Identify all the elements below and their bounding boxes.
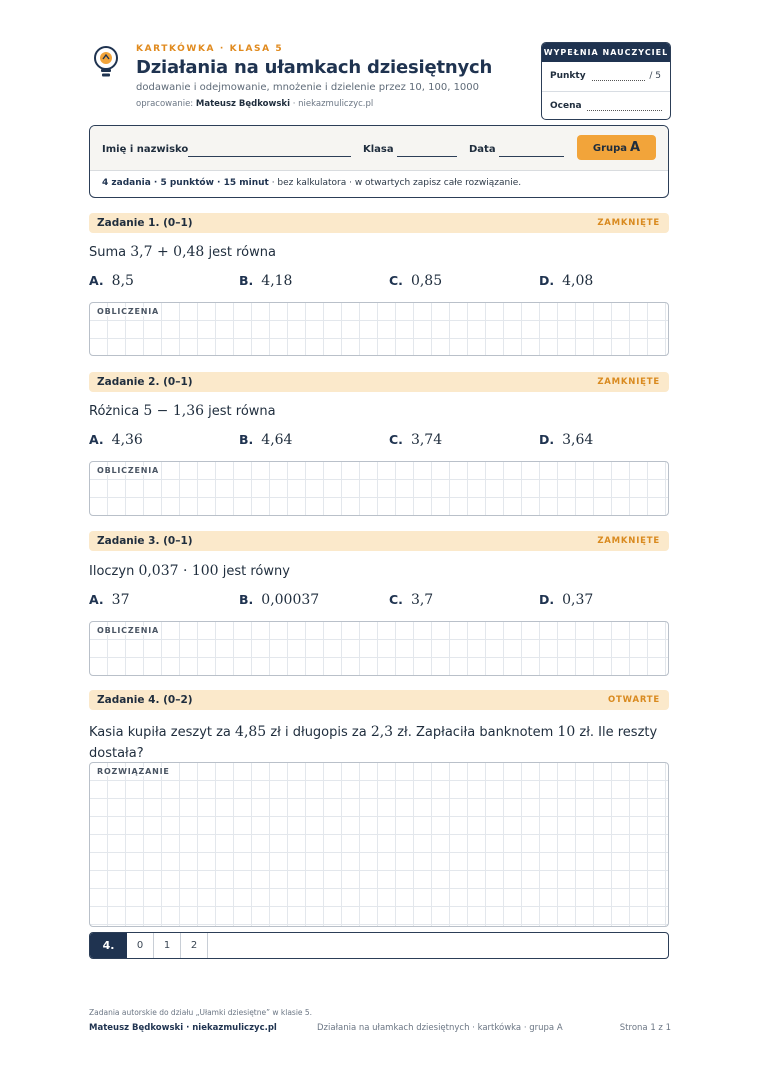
- option-value: 0,37: [562, 592, 594, 608]
- date-field[interactable]: [499, 156, 564, 157]
- task-4-question-math: 10: [557, 724, 576, 740]
- task-1-option-d[interactable]: [539, 273, 593, 289]
- task-1-question: [89, 244, 276, 260]
- group-badge: [577, 135, 656, 160]
- score-option-1[interactable]: 1: [154, 933, 181, 958]
- task-3-question: [89, 563, 290, 579]
- worksheet-kicker: KARTKÓWKA · KLASA 5: [136, 44, 284, 54]
- option-letter: B.: [239, 432, 254, 447]
- option-value: 4,36: [111, 432, 143, 448]
- option-letter: D.: [539, 592, 555, 607]
- grade-row: [542, 91, 670, 120]
- task-4-solution-area[interactable]: [89, 762, 669, 927]
- task-1-question-math: 3,7 + 0,48: [130, 244, 205, 260]
- work-area-label: OBLICZENIA: [97, 466, 159, 475]
- task-4-question-part: dostała?: [89, 746, 144, 761]
- points-label: Punkty: [550, 71, 586, 81]
- lightbulb-icon: [90, 44, 122, 80]
- task-3-question-suffix: jest równy: [218, 564, 290, 579]
- name-label: Imię i nazwisko: [102, 144, 189, 155]
- option-value: 0,85: [410, 273, 443, 289]
- option-letter: C.: [389, 273, 403, 288]
- work-area-label: OBLICZENIA: [97, 307, 159, 316]
- option-value: 4,18: [261, 273, 293, 289]
- class-label: Klasa: [363, 144, 394, 155]
- author-line: [136, 99, 373, 109]
- task-3-title: Zadanie 3. (0–1): [97, 535, 193, 547]
- task-4-header: [89, 690, 669, 710]
- task-4-question-part: zł i długopis za: [266, 725, 371, 740]
- task-2-option-d[interactable]: [539, 432, 593, 448]
- task-4-question: [89, 722, 669, 764]
- footer-description: Działania na ułamkach dziesiętnych · kartkówka · grupa A: [317, 1023, 563, 1033]
- option-value: 8,5: [111, 273, 134, 289]
- option-letter: C.: [389, 432, 403, 447]
- task-3-question-math: 0,037 · 100: [138, 563, 219, 579]
- option-letter: B.: [239, 592, 254, 607]
- task-4-tag: OTWARTE: [608, 695, 660, 705]
- teacher-box: [541, 42, 671, 120]
- points-max: / 5: [649, 71, 661, 81]
- worksheet-subtitle: dodawanie i odejmowanie, mnożenie i dzielenie przez 10, 100, 1000: [136, 82, 480, 93]
- option-value: 3,64: [562, 432, 594, 448]
- task-3-work-area[interactable]: [89, 621, 669, 676]
- grade-field[interactable]: [587, 110, 662, 111]
- task-3-option-c[interactable]: [389, 592, 433, 608]
- option-letter: B.: [239, 273, 254, 288]
- score-option-0[interactable]: 0: [127, 933, 154, 958]
- task-4-question-part: Kasia kupiła zeszyt za: [89, 725, 236, 740]
- task-2-question-suffix: jest równa: [204, 404, 276, 419]
- task-1-option-c[interactable]: [389, 273, 442, 289]
- points-row: [542, 62, 670, 91]
- task-4-question-part: zł. Zapłaciła banknotem: [393, 725, 558, 740]
- task-1-question-prefix: Suma: [89, 245, 131, 260]
- option-letter: D.: [539, 273, 555, 288]
- task-2-tag: ZAMKNIĘTE: [597, 377, 660, 387]
- option-value: 0,00037: [261, 592, 320, 608]
- test-info: [102, 178, 521, 188]
- student-info-box: [89, 125, 669, 198]
- author-site: · niekazmuliczyc.pl: [292, 99, 374, 109]
- page-number: Strona 1 z 1: [619, 1023, 671, 1033]
- author-name: Mateusz Będkowski: [195, 99, 291, 109]
- task-4-question-math: 2,3: [370, 724, 394, 740]
- teacher-box-heading: WYPEŁNIA NAUCZYCIEL: [542, 43, 670, 62]
- group-label: Grupa: [592, 143, 628, 154]
- option-letter: C.: [389, 592, 403, 607]
- task-4-score-row: [89, 932, 669, 959]
- grade-label: Ocena: [550, 101, 582, 111]
- task-4-question-math: 4,85: [235, 724, 267, 740]
- test-info-rest: · bez kalkulatora · w otwartych zapisz całe rozwiązanie.: [268, 178, 522, 188]
- task-4-title: Zadanie 4. (0–2): [97, 694, 193, 706]
- work-area-label: OBLICZENIA: [97, 626, 159, 635]
- task-2-question-prefix: Różnica: [89, 404, 144, 419]
- task-3-option-a[interactable]: [89, 592, 129, 608]
- task-2-work-area[interactable]: [89, 461, 669, 516]
- task-2-option-b[interactable]: [239, 432, 292, 448]
- option-letter: A.: [89, 592, 104, 607]
- task-3-question-prefix: Iloczyn: [89, 564, 139, 579]
- score-option-2[interactable]: 2: [181, 933, 208, 958]
- group-value: A: [630, 140, 641, 155]
- option-letter: D.: [539, 432, 555, 447]
- task-3-option-d[interactable]: [539, 592, 593, 608]
- task-2-title: Zadanie 2. (0–1): [97, 376, 193, 388]
- date-label: Data: [469, 144, 496, 155]
- option-value: 3,7: [410, 592, 434, 608]
- author-prefix: opracowanie:: [136, 99, 194, 109]
- task-1-work-area[interactable]: [89, 302, 669, 356]
- option-letter: A.: [89, 273, 104, 288]
- worksheet-title: Działania na ułamkach dziesiętnych: [136, 57, 493, 78]
- task-3-option-b[interactable]: [239, 592, 319, 608]
- name-field[interactable]: [188, 156, 351, 157]
- task-1-question-suffix: jest równa: [204, 245, 276, 260]
- task-1-option-a[interactable]: [89, 273, 134, 289]
- task-1-header: [89, 213, 669, 233]
- footer-author: Mateusz Będkowski · niekazmuliczyc.pl: [89, 1023, 277, 1033]
- option-value: 37: [111, 592, 130, 608]
- task-2-header: [89, 372, 669, 392]
- points-field[interactable]: [592, 80, 645, 81]
- score-task-number: 4.: [90, 933, 127, 958]
- footer-note: Zadania autorskie do działu „Ułamki dziesiętne” w klasie 5.: [89, 1008, 313, 1017]
- test-info-bold: 4 zadania · 5 punktów · 15 minut: [102, 178, 269, 188]
- option-value: 4,64: [261, 432, 293, 448]
- task-1-title: Zadanie 1. (0–1): [97, 217, 193, 229]
- task-3-tag: ZAMKNIĘTE: [597, 536, 660, 546]
- task-2-option-a[interactable]: [89, 432, 143, 448]
- student-fields: [90, 126, 668, 171]
- option-value: 3,74: [410, 432, 443, 448]
- work-area-label: ROZWIĄZANIE: [97, 767, 170, 776]
- task-2-option-c[interactable]: [389, 432, 442, 448]
- task-2-question-math: 5 − 1,36: [143, 403, 205, 419]
- option-value: 4,08: [562, 273, 594, 289]
- task-2-question: [89, 403, 276, 419]
- task-1-tag: ZAMKNIĘTE: [597, 218, 660, 228]
- task-3-header: [89, 531, 669, 551]
- task-4-question-part: zł. Ile reszty: [575, 725, 658, 740]
- class-field[interactable]: [397, 156, 457, 157]
- option-letter: A.: [89, 432, 104, 447]
- task-1-option-b[interactable]: [239, 273, 292, 289]
